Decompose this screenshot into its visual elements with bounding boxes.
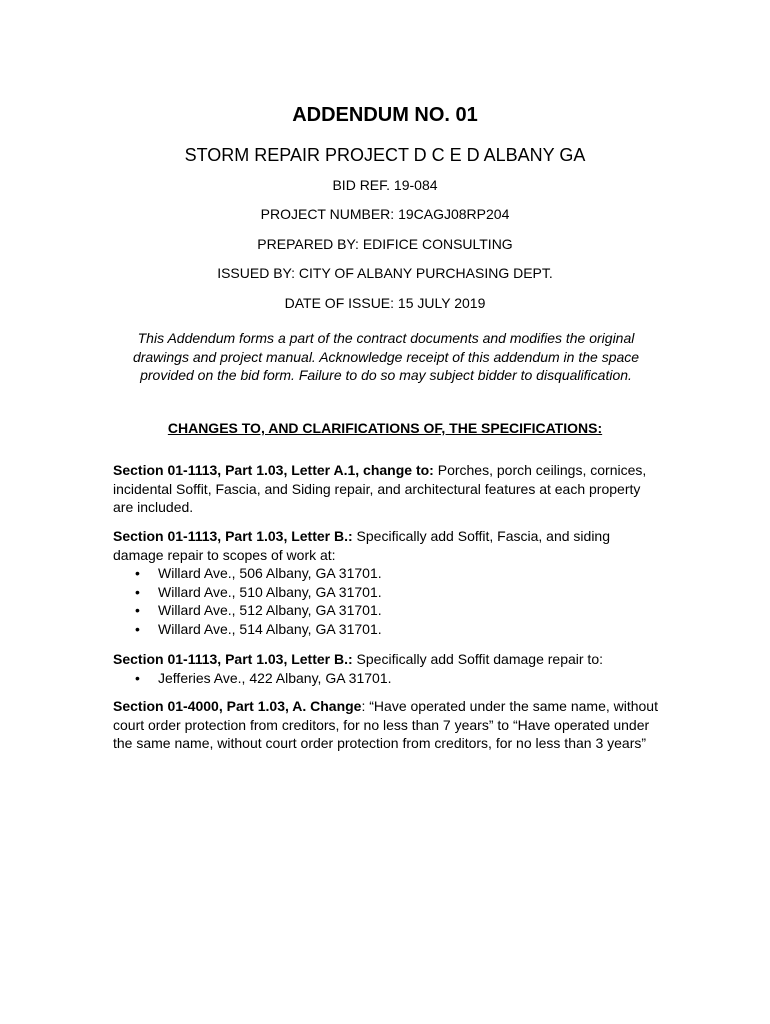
bullet-icon: • <box>135 565 140 581</box>
date-of-issue: DATE OF ISSUE: 15 JULY 2019 <box>284 295 486 311</box>
list-item-text: Jefferies Ave., 422 Albany, GA 31701. <box>158 669 392 686</box>
bullet-icon: • <box>135 669 140 686</box>
prepared-by: PREPARED BY: EDIFICE CONSULTING <box>257 236 513 252</box>
address-list <box>113 669 661 688</box>
section-block <box>113 527 661 638</box>
list-item <box>113 601 661 620</box>
address-list <box>113 564 661 638</box>
bullet-icon: • <box>135 620 140 637</box>
section-text: Porches, porch ceilings, cornices, incidental Soffit, Fascia, and Siding repair, and architectural features at each property are included. <box>113 462 647 515</box>
list-item <box>113 583 661 602</box>
section-lead: Section 01-4000, Part 1.03, A. Change <box>113 698 362 714</box>
section-lead: Section 01-1113, Part 1.03, Letter B.: <box>113 651 353 667</box>
issued-by: ISSUED BY: CITY OF ALBANY PURCHASING DEPT. <box>217 265 553 281</box>
section-block <box>113 697 661 753</box>
list-item-text: Willard Ave., 512 Albany, GA 31701. <box>158 602 382 618</box>
section-block <box>113 650 661 687</box>
page-title: ADDENDUM NO. 01 <box>292 104 478 126</box>
list-item-text: Willard Ave., 514 Albany, GA 31701. <box>158 620 382 637</box>
section-text: Specifically add Soffit, Fascia, and siding damage repair to scopes of work at: <box>113 528 610 563</box>
bullet-icon: • <box>135 602 140 618</box>
list-item-text: Willard Ave., 506 Albany, GA 31701. <box>158 565 382 581</box>
bid-reference: BID REF. 19-084 <box>332 177 438 193</box>
section-text: Specifically add Soffit damage repair to: <box>352 651 603 667</box>
changes-heading: CHANGES TO, AND CLARIFICATIONS OF, THE SPECIFICATIONS: <box>167 420 603 436</box>
addendum-intro: This Addendum forms a part of the contract documents and modifies the original drawings and project manual. Acknowledge receipt of this addendum in the space provided on the bid form. Failure to do so may subject bidder to disqualification. <box>132 330 640 383</box>
list-item <box>113 669 661 688</box>
section-paragraph <box>113 527 661 564</box>
project-title: STORM REPAIR PROJECT D C E D ALBANY GA <box>184 145 586 165</box>
project-number: PROJECT NUMBER: 19CAGJ08RP204 <box>260 206 510 222</box>
section-text: : “Have operated under the same name, without court order protection from creditors, for no less than 7 years” to “Have operated under the same name, without court order protection from creditors, for no less than 3 years” <box>113 698 658 751</box>
section-paragraph <box>113 650 661 669</box>
section-lead: Section 01-1113, Part 1.03, Letter A.1, change to: <box>113 462 434 478</box>
section-lead: Section 01-1113, Part 1.03, Letter B.: <box>113 528 353 544</box>
list-item-text: Willard Ave., 510 Albany, GA 31701. <box>158 583 382 600</box>
list-item <box>113 564 661 583</box>
list-item <box>113 620 661 639</box>
bullet-icon: • <box>135 583 140 600</box>
section-block <box>113 461 661 517</box>
